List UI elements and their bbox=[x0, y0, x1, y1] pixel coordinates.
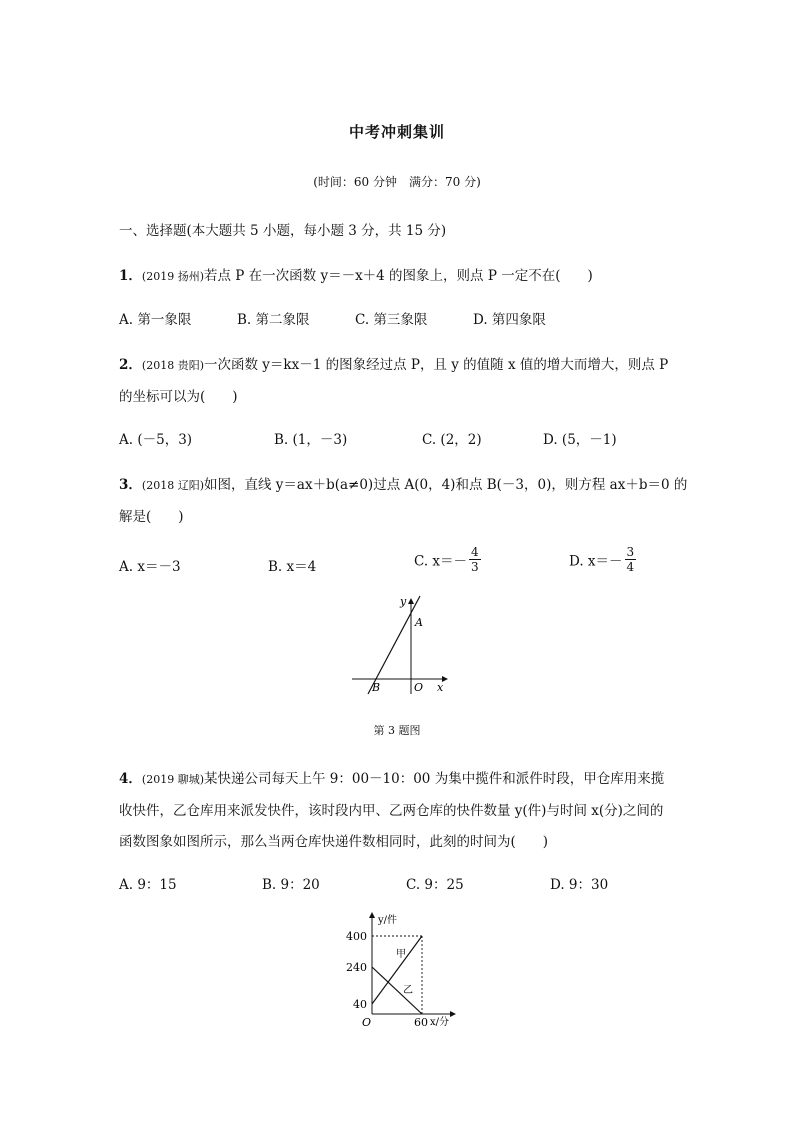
q1-option-d: D. 第四象限 bbox=[473, 312, 546, 328]
series-yi-label: 乙 bbox=[403, 985, 413, 996]
q3-option-c bbox=[414, 545, 481, 574]
fraction-denominator: 3 bbox=[471, 560, 479, 574]
q2-option-d: D. (5，－1) bbox=[543, 432, 617, 448]
series-jia-label: 甲 bbox=[396, 949, 406, 960]
option-prefix: D. x＝－ bbox=[569, 553, 623, 570]
q4-option-c: C. 9：25 bbox=[406, 877, 464, 893]
q4-option-d: D. 9：30 bbox=[550, 877, 609, 893]
q3-option-a: A. x＝－3 bbox=[119, 559, 181, 575]
question-4-continued: 函数图象如图所示，那么当两仓库快递件数相同时，此刻的时间为( ) bbox=[119, 834, 549, 850]
question-2-continued: 的坐标可以为( ) bbox=[119, 389, 238, 405]
option-prefix: C. x＝－ bbox=[414, 553, 468, 570]
question-number: 2． bbox=[119, 357, 142, 373]
question-number: 4． bbox=[119, 771, 142, 787]
origin-label: O bbox=[414, 681, 424, 694]
question-number: 1． bbox=[119, 268, 142, 284]
q4-option-b: B. 9：20 bbox=[262, 877, 320, 893]
page-title: 中考冲刺集训 bbox=[348, 123, 445, 141]
point-b-label: B bbox=[372, 681, 381, 694]
fraction-numerator: 4 bbox=[471, 545, 479, 559]
question-4-continued: 收快件，乙仓库用来派发快件，该时段内甲、乙两仓库的快件数量 y(件)与时间 x(分)之间的 bbox=[119, 803, 664, 819]
question-4 bbox=[119, 767, 664, 787]
q2-option-c: C. (2，2) bbox=[422, 432, 482, 448]
fraction-denominator: 4 bbox=[626, 560, 635, 574]
section-heading: 一、选择题(本大题共 5 小题，每小题 3 分，共 15 分) bbox=[119, 223, 447, 239]
question-1 bbox=[119, 264, 593, 284]
question-source: (2018 辽阳) bbox=[141, 479, 204, 492]
y-axis-label: y/件 bbox=[378, 915, 398, 926]
y-axis-arrow bbox=[369, 912, 375, 918]
question-text: 若点 P 在一次函数 y＝－x＋4 的图象上，则点 P 一定不在( ) bbox=[203, 268, 593, 284]
y-tick-240: 240 bbox=[346, 961, 367, 974]
q4-option-a: A. 9：15 bbox=[119, 877, 177, 893]
question-text: 一次函数 y＝kx－1 的图象经过点 P，且 y 的值随 x 值的增大而增大，则点 P bbox=[203, 357, 669, 373]
q2-option-a: A. (－5，3) bbox=[119, 432, 193, 448]
question-text: 如图，直线 y＝ax＋b(a≠0)过点 A(0，4)和点 B(－3，0)，则方程 ax＋b＝0 的 bbox=[203, 477, 688, 493]
x-axis-label: x/分 bbox=[430, 1017, 450, 1028]
q3-option-b: B. x＝4 bbox=[268, 559, 317, 575]
origin-label: O bbox=[362, 1016, 372, 1029]
fraction bbox=[469, 545, 481, 574]
question-3-continued: 解是( ) bbox=[119, 509, 184, 525]
line-jia bbox=[372, 936, 422, 1004]
figure-caption: 第 3 题图 bbox=[373, 724, 421, 737]
question-2 bbox=[119, 353, 668, 373]
y-tick-40: 40 bbox=[353, 998, 367, 1011]
fraction bbox=[625, 545, 637, 574]
question-source: (2019 扬州) bbox=[141, 270, 204, 283]
y-axis-arrow bbox=[408, 598, 414, 604]
q4-figure bbox=[340, 910, 470, 1035]
q3-figure bbox=[340, 590, 460, 700]
x-axis-arrow bbox=[450, 1011, 456, 1017]
question-source: (2018 贵阳) bbox=[141, 359, 204, 372]
q1-option-b: B. 第二象限 bbox=[237, 312, 310, 328]
x-axis-label: x bbox=[437, 681, 444, 694]
fraction-numerator: 3 bbox=[626, 545, 635, 559]
y-axis-label: y bbox=[400, 595, 407, 608]
question-3 bbox=[119, 473, 687, 493]
y-tick-400: 400 bbox=[346, 930, 367, 943]
question-number: 3． bbox=[119, 477, 142, 493]
q1-option-c: C. 第三象限 bbox=[355, 312, 428, 328]
q3-option-d bbox=[569, 545, 636, 574]
q1-option-a: A. 第一象限 bbox=[119, 312, 192, 328]
question-text: 某快递公司每天上午 9：00－10：00 为集中揽件和派件时段，甲仓库用来揽 bbox=[203, 771, 665, 787]
time-score-info: (时间：60 分钟 满分：70 分) bbox=[313, 175, 481, 189]
line-yi bbox=[372, 967, 422, 1014]
q2-option-b: B. (1，－3) bbox=[274, 432, 348, 448]
point-a-label: A bbox=[415, 616, 423, 629]
question-source: (2019 聊城) bbox=[141, 773, 204, 786]
x-tick-60: 60 bbox=[414, 1016, 428, 1029]
